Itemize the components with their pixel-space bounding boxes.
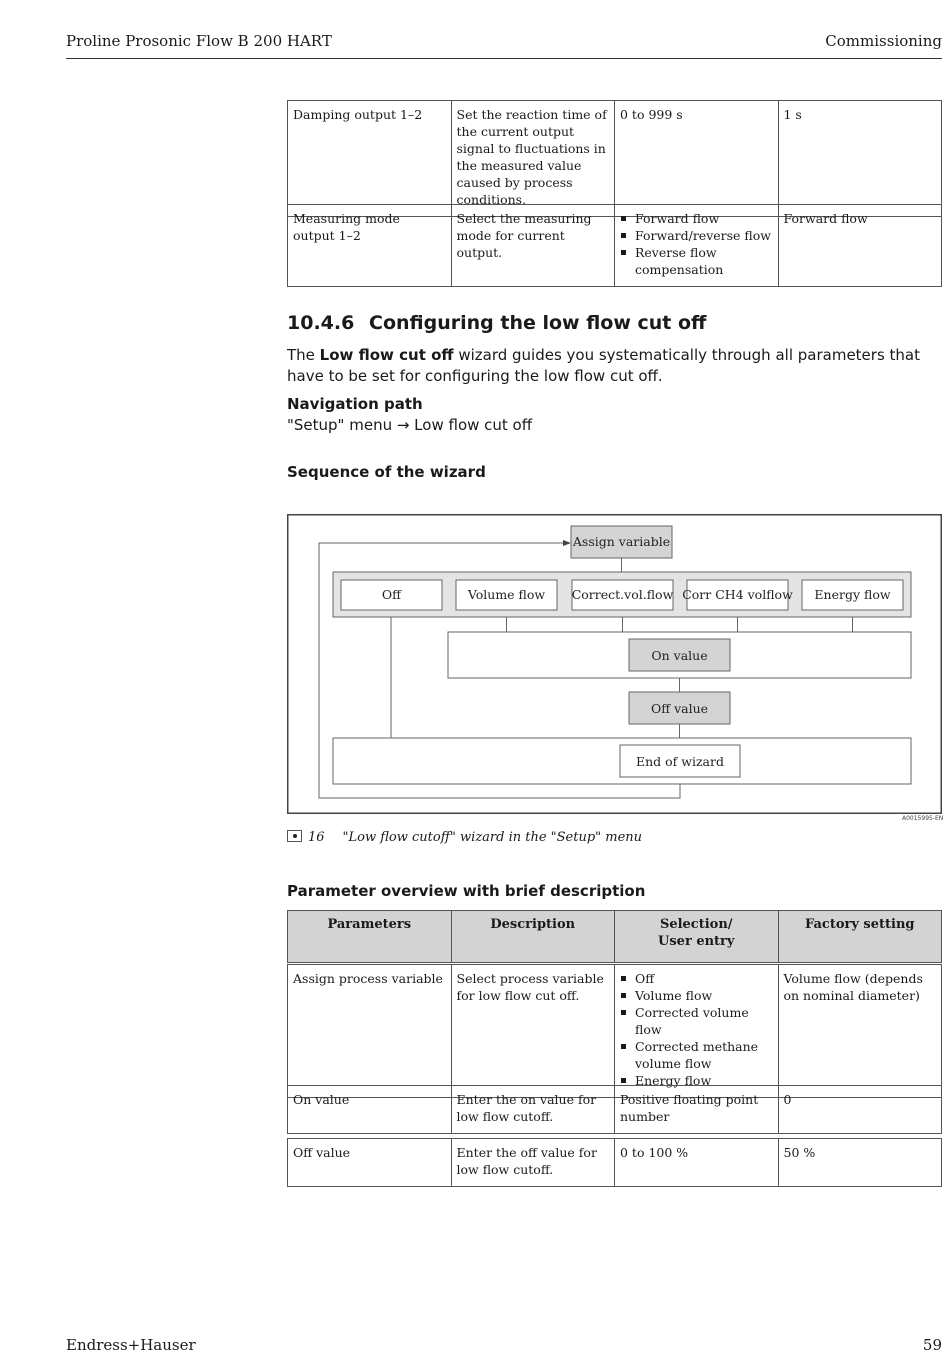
column-header: Parameters bbox=[288, 911, 452, 963]
sequence-heading: Sequence of the wizard bbox=[287, 463, 486, 481]
footer-brand: Endress+Hauser bbox=[66, 1336, 196, 1354]
figure-code: A0015995-EN bbox=[902, 815, 944, 822]
list-item: Energy flow bbox=[620, 1072, 773, 1089]
figure-icon bbox=[287, 830, 302, 842]
description-cell: Enter the on value for low flow cutoff. bbox=[451, 1086, 615, 1134]
column-header bbox=[615, 911, 779, 963]
damping-table bbox=[287, 100, 942, 217]
on-value-table bbox=[287, 1085, 942, 1134]
section-title bbox=[287, 312, 706, 334]
page-header bbox=[66, 32, 942, 59]
intro-text: wizard guides you systematically through all parameters that have to be set for configuring the low flow cut off. bbox=[287, 346, 920, 385]
caption-text: "Low flow cutoff" wizard in the "Setup" menu bbox=[342, 830, 643, 845]
parameter-cell: Assign process variable bbox=[288, 965, 452, 1098]
factory-cell: 50 % bbox=[778, 1139, 942, 1187]
selection-cell: Positive floating point number bbox=[615, 1086, 779, 1134]
table-row bbox=[288, 1086, 942, 1134]
option-off-label: Off bbox=[381, 587, 402, 602]
description-cell: Set the reaction time of the current output signal to fluctuations in the measured value caused by process conditions. bbox=[451, 101, 615, 217]
list-item: Forward flow bbox=[620, 210, 773, 227]
factory-cell: Forward flow bbox=[778, 205, 942, 287]
list-item: Forward/reverse flow bbox=[620, 227, 773, 244]
list-item: Reverse flow compensation bbox=[620, 244, 773, 278]
option-corr-ch4-label: Corr CH4 volflow bbox=[682, 587, 793, 602]
navigation-heading: Navigation path bbox=[287, 395, 423, 413]
section-number: 10.4.6 bbox=[287, 312, 355, 334]
option-correct-vol-flow-label: Correct.vol.flow bbox=[571, 587, 674, 602]
column-header-line: User entry bbox=[658, 934, 735, 949]
description-cell: Enter the off value for low flow cutoff. bbox=[451, 1139, 615, 1187]
section-title-text: Configuring the low flow cut off bbox=[369, 312, 707, 334]
parameter-cell: Measuring mode output 1–2 bbox=[288, 205, 452, 287]
description-cell: Select process variable for low flow cut off. bbox=[451, 965, 615, 1098]
arrow-head bbox=[563, 540, 571, 546]
navigation-path: "Setup" menu → Low flow cut off bbox=[287, 416, 533, 434]
on-value-label: On value bbox=[651, 648, 708, 663]
parameter-cell: On value bbox=[288, 1086, 452, 1134]
parameter-overview-heading: Parameter overview with brief description bbox=[287, 882, 646, 900]
parameter-cell: Off value bbox=[288, 1139, 452, 1187]
list-item: Volume flow bbox=[620, 987, 773, 1004]
selection-cell bbox=[615, 965, 779, 1098]
wizard-name: Low flow cut off bbox=[319, 346, 454, 364]
off-value-table bbox=[287, 1138, 942, 1187]
option-energy-flow-label: Energy flow bbox=[814, 587, 891, 602]
table-row bbox=[288, 205, 942, 287]
factory-cell: 1 s bbox=[778, 101, 942, 217]
factory-cell: Volume flow (depends on nominal diameter) bbox=[778, 965, 942, 1098]
assign-process-variable-table bbox=[287, 964, 942, 1098]
figure-number: 16 bbox=[308, 830, 325, 845]
selection-cell: 0 to 100 % bbox=[615, 1139, 779, 1187]
intro-text: The bbox=[287, 346, 320, 364]
column-header-line: Selection/ bbox=[659, 917, 733, 932]
column-header: Factory setting bbox=[778, 911, 942, 963]
assign-variable-label: Assign variable bbox=[572, 534, 671, 549]
measuring-mode-table bbox=[287, 204, 942, 287]
list-item: Corrected volume flow bbox=[620, 1004, 773, 1038]
intro-paragraph bbox=[287, 345, 942, 387]
chapter-title: Commissioning bbox=[825, 32, 942, 50]
table-header-row bbox=[288, 911, 942, 963]
wizard-diagram bbox=[287, 514, 942, 814]
table-row bbox=[288, 1139, 942, 1187]
parameter-cell: Damping output 1–2 bbox=[288, 101, 452, 217]
list-item: Corrected methane volume flow bbox=[620, 1038, 773, 1072]
column-header: Description bbox=[451, 911, 615, 963]
parameter-header-table bbox=[287, 910, 942, 963]
selection-cell: 0 to 999 s bbox=[615, 101, 779, 217]
page-number: 59 bbox=[922, 1336, 942, 1354]
document-title: Proline Prosonic Flow B 200 HART bbox=[66, 32, 332, 50]
off-value-label: Off value bbox=[650, 701, 709, 716]
table-row bbox=[288, 965, 942, 1098]
list-item: Off bbox=[620, 970, 773, 987]
figure-caption bbox=[287, 830, 642, 845]
selection-cell bbox=[615, 205, 779, 287]
factory-cell: 0 bbox=[778, 1086, 942, 1134]
end-of-wizard-label: End of wizard bbox=[636, 754, 724, 769]
description-cell: Select the measuring mode for current output. bbox=[451, 205, 615, 287]
option-volume-flow-label: Volume flow bbox=[467, 587, 546, 602]
table-row bbox=[288, 101, 942, 217]
